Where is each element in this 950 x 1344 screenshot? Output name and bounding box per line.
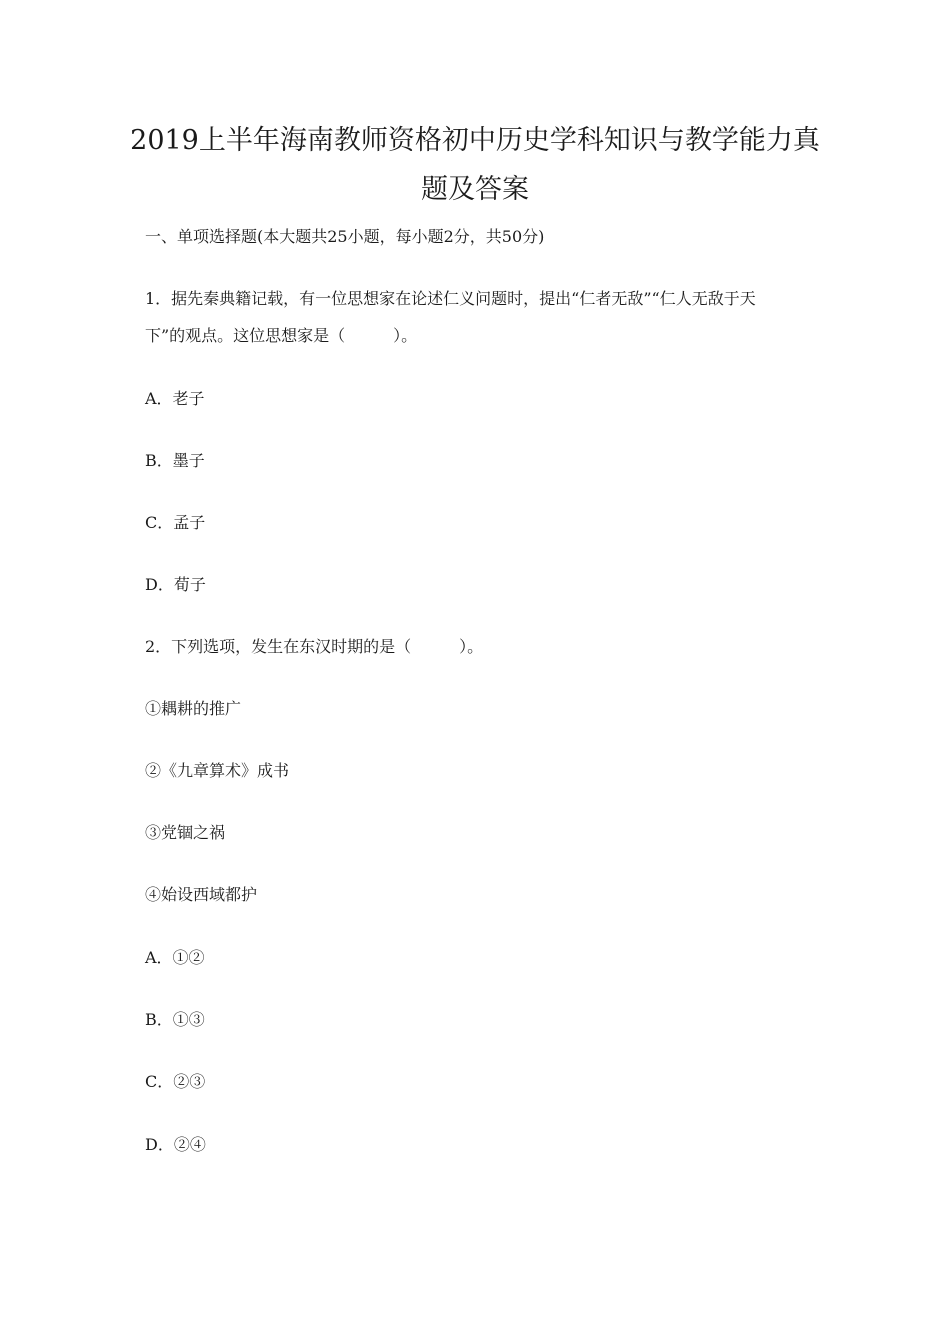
question-2-option-c: C．②③ — [145, 1072, 206, 1091]
question-1-option-c: C．孟子 — [145, 513, 206, 532]
document-title-line-2: 题及答案 — [421, 174, 529, 205]
question-2-item-4: ④始设西域都护 — [145, 885, 258, 904]
question-1-option-b: B．墨子 — [145, 451, 205, 470]
question-2-option-a: A．①② — [145, 948, 205, 967]
question-1-stem-line-2: 下”的观点。这位思想家是（ ）。 — [145, 326, 418, 345]
document-title-line-1: 2019上半年海南教师资格初中历史学科知识与教学能力真 — [130, 125, 820, 156]
question-1-option-a: A．老子 — [145, 389, 205, 408]
section-heading: 一、单项选择题(本大题共25小题，每小题2分，共50分) — [145, 227, 545, 246]
question-2-item-2: ②《九章算术》成书 — [145, 761, 290, 780]
question-2-option-b: B．①③ — [145, 1010, 205, 1029]
question-1-option-d: D．荀子 — [145, 575, 206, 594]
question-1-stem-line-1: 1．据先秦典籍记载，有一位思想家在论述仁义问题时，提出“仁者无敌”“仁人无敌于天 — [145, 289, 756, 308]
question-2-stem: 2．下列选项，发生在东汉时期的是（ ）。 — [145, 637, 484, 656]
question-2-option-d: D．②④ — [145, 1135, 206, 1154]
question-2-item-3: ③党锢之祸 — [145, 823, 226, 842]
question-2-item-1: ①耦耕的推广 — [145, 699, 242, 718]
